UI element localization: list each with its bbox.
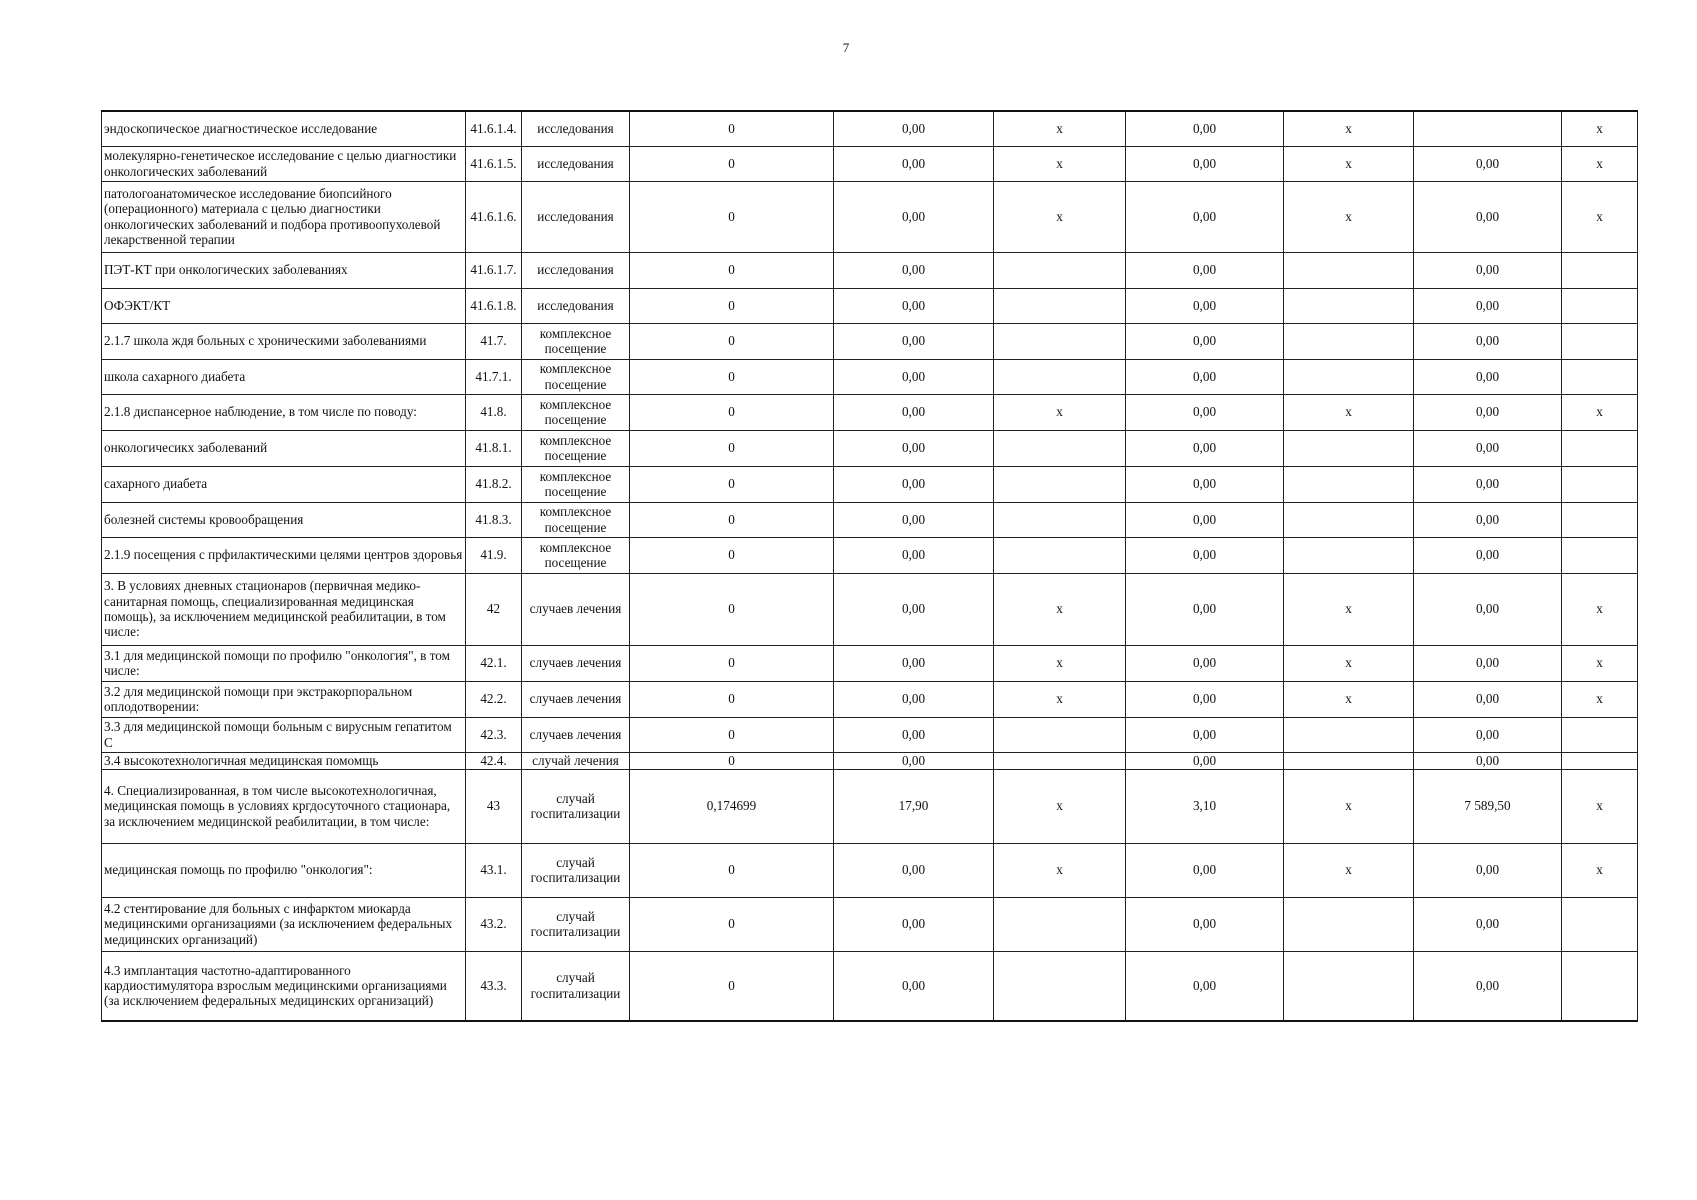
table-row: [102, 537, 1638, 573]
row-unit: исследования: [522, 288, 630, 323]
row-cost: 0,00: [1414, 897, 1562, 951]
row-mark-a: x: [994, 394, 1126, 430]
row-mark-b: [1284, 288, 1414, 323]
row-value-b: 0,00: [1126, 252, 1284, 288]
row-mark-a: [994, 752, 1126, 769]
row-volume: 0: [630, 502, 834, 537]
row-unit: случаев лечения: [522, 717, 630, 752]
row-value-a: 0,00: [834, 288, 994, 323]
row-volume: 0: [630, 252, 834, 288]
row-name: 3.2 для медицинской помощи при экстракорпоральном оплодотворении:: [102, 681, 466, 717]
row-code: 41.8.: [466, 394, 522, 430]
row-mark-b: x: [1284, 573, 1414, 645]
row-cost: 0,00: [1414, 466, 1562, 502]
row-code: 43.2.: [466, 897, 522, 951]
row-value-b: 0,00: [1126, 681, 1284, 717]
row-name: ПЭТ-КТ при онкологических заболеваниях: [102, 252, 466, 288]
page-number: 7: [842, 40, 850, 55]
row-mark-b: x: [1284, 645, 1414, 681]
row-cost: 0,00: [1414, 951, 1562, 1021]
row-unit: случай госпитализации: [522, 897, 630, 951]
row-cost: 0,00: [1414, 146, 1562, 181]
row-mark-b: [1284, 252, 1414, 288]
row-mark-c: x: [1562, 111, 1638, 146]
row-name: эндоскопическое диагностическое исследование: [102, 111, 466, 146]
row-code: 41.6.1.5.: [466, 146, 522, 181]
row-mark-c: x: [1562, 645, 1638, 681]
row-value-b: 0,00: [1126, 897, 1284, 951]
row-volume: 0: [630, 897, 834, 951]
row-value-a: 0,00: [834, 111, 994, 146]
row-unit: случай лечения: [522, 752, 630, 769]
row-mark-c: x: [1562, 181, 1638, 252]
row-value-b: 0,00: [1126, 717, 1284, 752]
row-value-a: 0,00: [834, 394, 994, 430]
row-mark-a: x: [994, 681, 1126, 717]
row-value-a: 0,00: [834, 252, 994, 288]
row-mark-a: x: [994, 573, 1126, 645]
row-name: 3.4 высокотехнологичная медицинская помомщь: [102, 752, 466, 769]
row-mark-b: [1284, 359, 1414, 394]
row-volume: 0: [630, 323, 834, 359]
row-mark-c: [1562, 466, 1638, 502]
row-cost: 0,00: [1414, 252, 1562, 288]
row-name: медицинская помощь по профилю "онкология":: [102, 843, 466, 897]
row-cost: 0,00: [1414, 573, 1562, 645]
row-unit: комплексное посещение: [522, 466, 630, 502]
row-cost: [1414, 111, 1562, 146]
row-mark-b: [1284, 430, 1414, 466]
row-volume: 0: [630, 573, 834, 645]
row-name: онкологичесикх заболеваний: [102, 430, 466, 466]
table-row: [102, 252, 1638, 288]
row-code: 42.4.: [466, 752, 522, 769]
row-value-a: 17,90: [834, 769, 994, 843]
row-mark-a: x: [994, 769, 1126, 843]
table-row: [102, 951, 1638, 1021]
table-row: [102, 843, 1638, 897]
row-value-b: 3,10: [1126, 769, 1284, 843]
row-cost: 7 589,50: [1414, 769, 1562, 843]
row-mark-a: [994, 359, 1126, 394]
table-row: [102, 394, 1638, 430]
row-code: 42: [466, 573, 522, 645]
row-unit: случай госпитализации: [522, 769, 630, 843]
row-cost: 0,00: [1414, 394, 1562, 430]
row-cost: 0,00: [1414, 323, 1562, 359]
row-volume: 0: [630, 537, 834, 573]
row-cost: 0,00: [1414, 502, 1562, 537]
row-volume: 0: [630, 430, 834, 466]
row-mark-a: [994, 430, 1126, 466]
row-value-a: 0,00: [834, 645, 994, 681]
row-mark-b: [1284, 752, 1414, 769]
row-value-a: 0,00: [834, 502, 994, 537]
row-mark-c: [1562, 323, 1638, 359]
row-code: 43.3.: [466, 951, 522, 1021]
row-mark-b: x: [1284, 146, 1414, 181]
row-volume: 0: [630, 146, 834, 181]
row-mark-b: [1284, 323, 1414, 359]
row-value-b: 0,00: [1126, 843, 1284, 897]
table-row: [102, 717, 1638, 752]
row-unit: исследования: [522, 146, 630, 181]
row-code: 41.8.1.: [466, 430, 522, 466]
row-value-b: 0,00: [1126, 430, 1284, 466]
table-row: [102, 146, 1638, 181]
row-mark-a: x: [994, 645, 1126, 681]
row-volume: 0: [630, 111, 834, 146]
row-mark-a: [994, 466, 1126, 502]
row-code: 41.6.1.8.: [466, 288, 522, 323]
row-value-a: 0,00: [834, 573, 994, 645]
table-row: [102, 181, 1638, 252]
row-mark-a: [994, 252, 1126, 288]
table-row: [102, 681, 1638, 717]
row-cost: 0,00: [1414, 645, 1562, 681]
row-value-a: 0,00: [834, 717, 994, 752]
row-volume: 0: [630, 681, 834, 717]
row-name: 3.1 для медицинской помощи по профилю "онкология", в том числе:: [102, 645, 466, 681]
row-mark-a: [994, 717, 1126, 752]
row-cost: 0,00: [1414, 359, 1562, 394]
row-value-a: 0,00: [834, 181, 994, 252]
row-unit: комплексное посещение: [522, 430, 630, 466]
row-value-b: 0,00: [1126, 502, 1284, 537]
row-mark-a: [994, 897, 1126, 951]
row-code: 41.8.3.: [466, 502, 522, 537]
row-mark-c: x: [1562, 573, 1638, 645]
row-volume: 0: [630, 466, 834, 502]
row-cost: 0,00: [1414, 752, 1562, 769]
row-volume: 0: [630, 359, 834, 394]
row-value-a: 0,00: [834, 897, 994, 951]
row-code: 41.7.: [466, 323, 522, 359]
row-value-b: 0,00: [1126, 288, 1284, 323]
table-row: [102, 502, 1638, 537]
row-cost: 0,00: [1414, 843, 1562, 897]
row-unit: комплексное посещение: [522, 394, 630, 430]
row-mark-b: [1284, 897, 1414, 951]
row-mark-c: x: [1562, 146, 1638, 181]
row-value-a: 0,00: [834, 466, 994, 502]
table-row: [102, 359, 1638, 394]
table-row: [102, 645, 1638, 681]
row-unit: случай госпитализации: [522, 951, 630, 1021]
row-mark-b: [1284, 466, 1414, 502]
row-code: 42.1.: [466, 645, 522, 681]
row-code: 43.1.: [466, 843, 522, 897]
row-mark-b: [1284, 951, 1414, 1021]
table-row: [102, 323, 1638, 359]
row-volume: 0: [630, 717, 834, 752]
row-mark-c: [1562, 752, 1638, 769]
row-unit: исследования: [522, 111, 630, 146]
table-row: [102, 111, 1638, 146]
row-value-a: 0,00: [834, 146, 994, 181]
row-value-a: 0,00: [834, 681, 994, 717]
row-mark-c: [1562, 897, 1638, 951]
row-mark-a: [994, 502, 1126, 537]
row-value-b: 0,00: [1126, 466, 1284, 502]
row-unit: случаев лечения: [522, 645, 630, 681]
row-name: 2.1.7 школа ждя больных с хроническими заболеваниями: [102, 323, 466, 359]
row-code: 41.9.: [466, 537, 522, 573]
row-name: 2.1.9 посещения с прфилактическими целями центров здоровья: [102, 537, 466, 573]
row-mark-c: x: [1562, 843, 1638, 897]
row-value-b: 0,00: [1126, 181, 1284, 252]
row-name: 2.1.8 диспансерное наблюдение, в том числе по поводу:: [102, 394, 466, 430]
row-cost: 0,00: [1414, 430, 1562, 466]
row-value-b: 0,00: [1126, 537, 1284, 573]
row-mark-a: x: [994, 111, 1126, 146]
row-mark-b: x: [1284, 681, 1414, 717]
row-mark-b: [1284, 537, 1414, 573]
row-mark-c: [1562, 359, 1638, 394]
table-row: [102, 466, 1638, 502]
row-cost: 0,00: [1414, 288, 1562, 323]
row-unit: комплексное посещение: [522, 359, 630, 394]
row-name: 4.3 имплантация частотно-адаптированного кардиостимулятора взрослым медицинскими организациями (за исключением федеральных медицинских организаций): [102, 951, 466, 1021]
row-volume: 0,174699: [630, 769, 834, 843]
row-volume: 0: [630, 951, 834, 1021]
row-name: ОФЭКТ/КТ: [102, 288, 466, 323]
row-unit: комплексное посещение: [522, 537, 630, 573]
row-name: патологоанатомическое исследование биопсийного (операционного) материала с целью диагностики онкологических заболеваний и подбора противоопухолевой лекарственной терапии: [102, 181, 466, 252]
row-cost: 0,00: [1414, 717, 1562, 752]
row-value-b: 0,00: [1126, 951, 1284, 1021]
row-cost: 0,00: [1414, 181, 1562, 252]
row-mark-c: [1562, 717, 1638, 752]
row-mark-a: x: [994, 843, 1126, 897]
table-row: [102, 288, 1638, 323]
row-unit: случаев лечения: [522, 681, 630, 717]
row-name: 3.3 для медицинской помощи больным с вирусным гепатитом С: [102, 717, 466, 752]
row-volume: 0: [630, 645, 834, 681]
table-row: [102, 769, 1638, 843]
row-value-b: 0,00: [1126, 111, 1284, 146]
row-name: болезней системы кровообращения: [102, 502, 466, 537]
table-row: [102, 897, 1638, 951]
row-name: 4.2 стентирование для больных с инфарктом миокарда медицинскими организациями (за исключением федеральных медицинских организаций): [102, 897, 466, 951]
row-mark-c: [1562, 537, 1638, 573]
row-mark-c: x: [1562, 769, 1638, 843]
row-value-a: 0,00: [834, 359, 994, 394]
row-mark-c: [1562, 252, 1638, 288]
row-code: 41.6.1.6.: [466, 181, 522, 252]
row-mark-a: x: [994, 181, 1126, 252]
row-unit: комплексное посещение: [522, 323, 630, 359]
row-value-a: 0,00: [834, 752, 994, 769]
row-mark-c: x: [1562, 681, 1638, 717]
row-mark-a: x: [994, 146, 1126, 181]
table-row: [102, 430, 1638, 466]
row-volume: 0: [630, 394, 834, 430]
row-name: 4. Специализированная, в том числе высокотехнологичная, медицинская помощь в условиях кргдосуточного стационара, за исключением медицинской реабилитации, в том числе:: [102, 769, 466, 843]
row-unit: исследования: [522, 252, 630, 288]
row-code: 42.2.: [466, 681, 522, 717]
row-volume: 0: [630, 288, 834, 323]
row-name: школа сахарного диабета: [102, 359, 466, 394]
row-code: 41.7.1.: [466, 359, 522, 394]
row-value-b: 0,00: [1126, 394, 1284, 430]
row-volume: 0: [630, 752, 834, 769]
row-name: молекулярно-генетическое исследование с целью диагностики онкологических заболеваний: [102, 146, 466, 181]
row-mark-b: x: [1284, 394, 1414, 430]
row-mark-c: [1562, 430, 1638, 466]
row-value-b: 0,00: [1126, 752, 1284, 769]
table-row: [102, 573, 1638, 645]
row-cost: 0,00: [1414, 681, 1562, 717]
row-volume: 0: [630, 843, 834, 897]
row-unit: случаев лечения: [522, 573, 630, 645]
row-value-a: 0,00: [834, 323, 994, 359]
row-mark-b: x: [1284, 769, 1414, 843]
row-code: 41.6.1.7.: [466, 252, 522, 288]
row-mark-b: x: [1284, 111, 1414, 146]
row-value-b: 0,00: [1126, 146, 1284, 181]
row-code: 43: [466, 769, 522, 843]
row-mark-b: x: [1284, 181, 1414, 252]
table-body: [102, 111, 1638, 1021]
row-name: сахарного диабета: [102, 466, 466, 502]
row-unit: случай госпитализации: [522, 843, 630, 897]
row-value-b: 0,00: [1126, 359, 1284, 394]
row-value-a: 0,00: [834, 430, 994, 466]
row-mark-a: [994, 288, 1126, 323]
row-mark-c: x: [1562, 394, 1638, 430]
row-value-b: 0,00: [1126, 645, 1284, 681]
row-value-b: 0,00: [1126, 573, 1284, 645]
medical-care-table: [101, 110, 1638, 1022]
table-row: [102, 752, 1638, 769]
row-unit: комплексное посещение: [522, 502, 630, 537]
row-value-a: 0,00: [834, 843, 994, 897]
row-value-a: 0,00: [834, 951, 994, 1021]
row-mark-c: [1562, 951, 1638, 1021]
row-value-b: 0,00: [1126, 323, 1284, 359]
row-name: 3. В условиях дневных стационаров (первичная медико-санитарная помощь, специализированная медицинская помощь), за исключением медицинской реабилитации, в том числе:: [102, 573, 466, 645]
row-code: 41.8.2.: [466, 466, 522, 502]
row-mark-b: [1284, 502, 1414, 537]
row-value-a: 0,00: [834, 537, 994, 573]
row-mark-b: x: [1284, 843, 1414, 897]
row-mark-c: [1562, 502, 1638, 537]
row-code: 41.6.1.4.: [466, 111, 522, 146]
row-mark-a: [994, 537, 1126, 573]
row-mark-a: [994, 951, 1126, 1021]
row-volume: 0: [630, 181, 834, 252]
row-mark-c: [1562, 288, 1638, 323]
row-code: 42.3.: [466, 717, 522, 752]
row-cost: 0,00: [1414, 537, 1562, 573]
row-unit: исследования: [522, 181, 630, 252]
row-mark-a: [994, 323, 1126, 359]
row-mark-b: [1284, 717, 1414, 752]
